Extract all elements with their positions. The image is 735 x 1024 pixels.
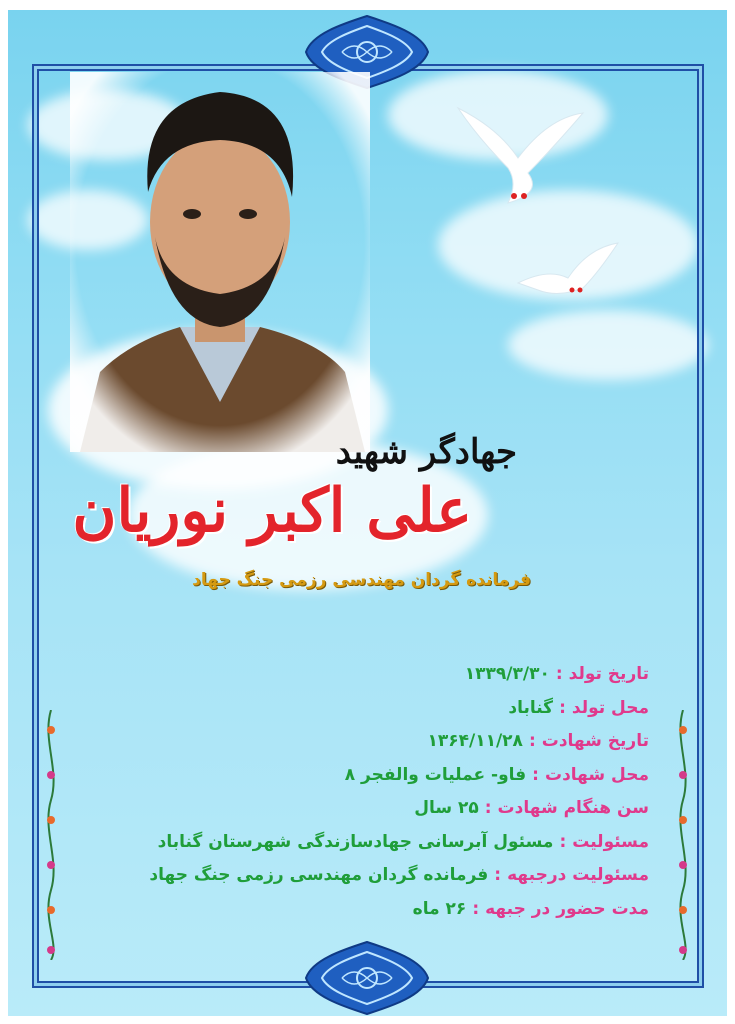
info-value: ۲۵ سال [414, 798, 479, 818]
info-value: گناباد [508, 697, 554, 718]
info-label: تاریخ تولد [568, 664, 649, 684]
info-row-age: سن هنگام شهادت:۲۵ سال [414, 798, 649, 818]
info-value: مسئول آبرسانی جهادسازندگی شهرستان گناباد [157, 831, 554, 852]
info-label: مدت حضور در جبهه [485, 898, 649, 919]
info-value: ۱۳۶۴/۱۱/۲۸ [427, 731, 523, 751]
dove-icon [508, 238, 628, 308]
info-row-martyrdom-place: محل شهادت:فاو- عملیات والفجر ۸ [344, 764, 649, 785]
dove-icon [448, 98, 588, 208]
info-row-birth-date: تاریخ تولد:۱۳۳۹/۳/۳۰ [464, 664, 649, 684]
martyr-name: علی اکبر نوریان [72, 476, 472, 546]
info-value: فاو- عملیات والفجر ۸ [344, 764, 527, 785]
info-row-front-duration: مدت حضور در جبهه:۲۶ ماه [412, 898, 649, 919]
info-value: ۱۳۳۹/۳/۳۰ [464, 664, 550, 684]
floral-border-icon [38, 710, 64, 960]
info-label: تاریخ شهادت [541, 731, 649, 751]
arabesque-ornament-icon [302, 940, 432, 1016]
info-row-responsibility: مسئولیت:مسئول آبرسانی جهادسازندگی شهرستان گناباد [157, 831, 649, 852]
info-row-martyrdom-date: تاریخ شهادت:۱۳۶۴/۱۱/۲۸ [427, 731, 649, 751]
info-row-birth-place: محل تولد:گناباد [508, 697, 649, 718]
info-row-front-responsibility: مسئولیت درجبهه:فرمانده گردان مهندسی رزمی جنگ جهاد [149, 865, 649, 885]
info-value: فرمانده گردان مهندسی رزمی جنگ جهاد [149, 865, 489, 885]
info-label: سن هنگام شهادت [497, 798, 649, 818]
floral-border-icon [670, 710, 696, 960]
portrait-photo [70, 72, 370, 452]
info-label: محل شهادت [544, 764, 649, 785]
subtitle: فرمانده گردان مهندسی رزمی جنگ جهاد [192, 570, 531, 590]
memorial-poster [8, 10, 727, 1016]
info-label: محل تولد [571, 697, 649, 718]
info-list [129, 658, 649, 926]
title-prefix: جهادگر شهید [335, 432, 517, 472]
info-label: مسئولیت درجبهه [507, 865, 649, 885]
info-label: مسئولیت [572, 831, 649, 852]
info-value: ۲۶ ماه [412, 898, 467, 919]
